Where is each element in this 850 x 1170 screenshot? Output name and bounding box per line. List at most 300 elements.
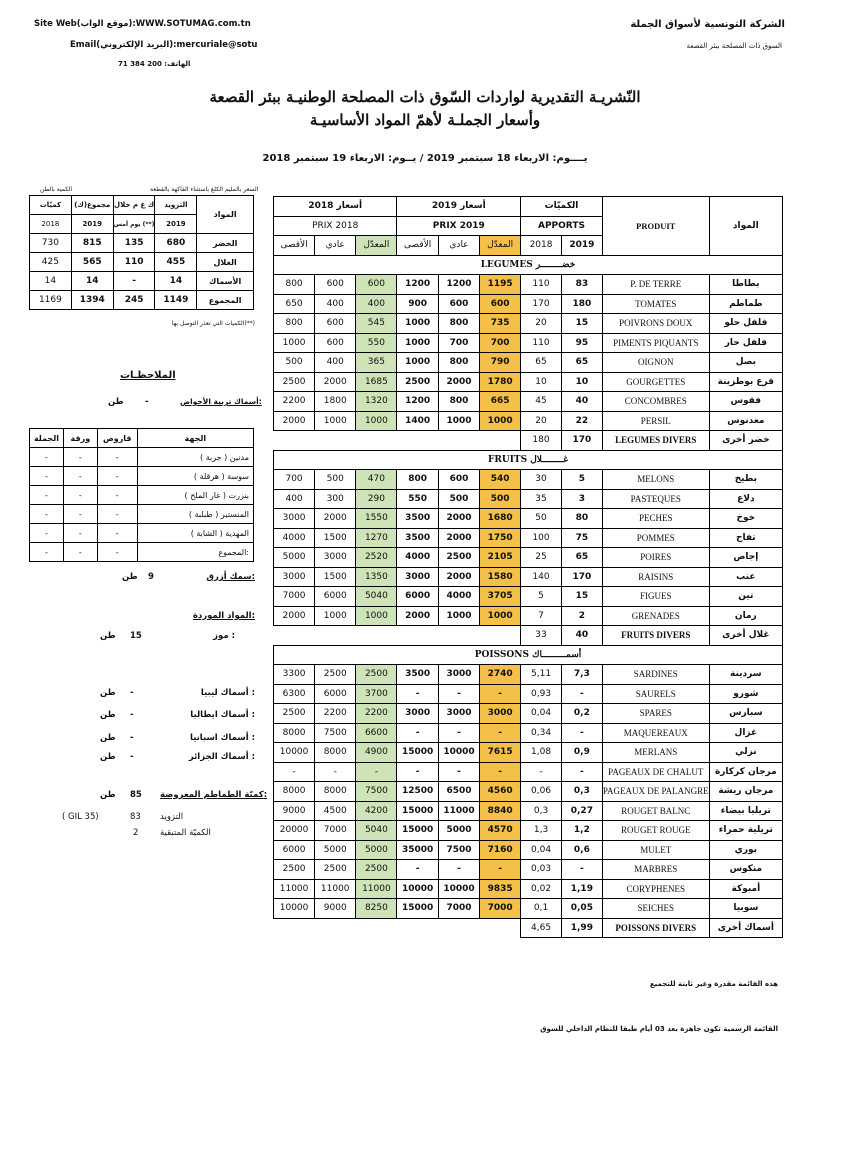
poissons-moy18: 11000 xyxy=(356,879,397,899)
summary-total: 565 xyxy=(71,253,113,272)
region-region: المنستير ( طبلبة ) xyxy=(137,505,253,524)
table-row xyxy=(274,782,783,802)
summary-table xyxy=(29,195,254,310)
product-name-ar: معدنوس xyxy=(709,411,782,431)
blue-fish-unit: طن xyxy=(122,572,138,582)
poissons-moy18: 4200 xyxy=(356,801,397,821)
poissons-max18: 10000 xyxy=(274,743,315,763)
poissons-norm18: 8000 xyxy=(315,743,356,763)
fruits-norm18: 1500 xyxy=(315,567,356,587)
email[interactable]: Email(البريد الإلكتروني):mercuriale@sotu xyxy=(70,40,258,50)
product-name-ar: بوري xyxy=(709,840,782,860)
divers-row xyxy=(274,626,783,646)
poissons-moy19: 7615 xyxy=(480,743,521,763)
table-row xyxy=(274,606,783,626)
legumes-norm19: 700 xyxy=(438,333,479,353)
product-name-fr: ROUGET ROUGE xyxy=(602,821,709,841)
poissons-max18: 6000 xyxy=(274,840,315,860)
fruits-max18: 4000 xyxy=(274,528,315,548)
tomato-label: كميّة الطماطم المعروضة: xyxy=(160,790,268,800)
poissons-moy19: - xyxy=(480,684,521,704)
legumes-norm18: 2000 xyxy=(315,372,356,392)
product-name-fr: ROUGET BALNC xyxy=(602,801,709,821)
tomato-supply-value: 83 xyxy=(130,812,141,822)
legumes-max19: 2500 xyxy=(397,372,438,392)
blue-fish-label: سمك أزرق: xyxy=(206,572,255,582)
poissons-norm19: - xyxy=(438,762,479,782)
poissons-max18: 20000 xyxy=(274,821,315,841)
product-name-ar: رمان xyxy=(709,606,782,626)
legumes-norm18: 600 xyxy=(315,275,356,295)
import-unit: طن xyxy=(100,752,116,762)
poissons-q18: 0,03 xyxy=(521,860,562,880)
org-name: الشركة التونسية لأسواق الجملة xyxy=(630,19,785,30)
table-row xyxy=(274,743,783,763)
poissons-norm18: 7000 xyxy=(315,821,356,841)
divers-name-ar: غلال أخرى xyxy=(709,626,782,646)
table-row xyxy=(274,762,783,782)
import-label: أسماك ليبيا : xyxy=(200,688,255,698)
legumes-q19: 10 xyxy=(561,372,602,392)
import-unit: طن xyxy=(100,733,116,743)
table-row xyxy=(274,548,783,568)
region-paper: - xyxy=(63,467,97,486)
section-header-fruits: FRUITS غــــــــلال xyxy=(274,450,783,470)
product-name-fr: POIRES xyxy=(602,548,709,568)
fruits-q19: 5 xyxy=(561,470,602,490)
legumes-max19: 900 xyxy=(397,294,438,314)
poissons-q19: 0,6 xyxy=(561,840,602,860)
poissons-moy18: 4900 xyxy=(356,743,397,763)
divers-q18: 180 xyxy=(521,431,562,451)
product-name-fr: CORYPHENES xyxy=(602,879,709,899)
sum-h-supply: 2019 xyxy=(155,215,197,234)
summary-item: المجموع xyxy=(197,291,254,310)
region-row xyxy=(30,467,254,486)
region-row xyxy=(30,524,254,543)
poissons-max18: 8000 xyxy=(274,782,315,802)
table-row xyxy=(274,860,783,880)
poissons-q19: 0,3 xyxy=(561,782,602,802)
poissons-q18: 0,1 xyxy=(521,899,562,919)
fruits-q18: 50 xyxy=(521,509,562,529)
product-name-fr: MAQUEREAUX xyxy=(602,723,709,743)
poissons-moy19: 8840 xyxy=(480,801,521,821)
poissons-q19: 1,19 xyxy=(561,879,602,899)
fruits-norm19: 500 xyxy=(438,489,479,509)
poissons-q19: - xyxy=(561,723,602,743)
poissons-q18: 0,04 xyxy=(521,704,562,724)
poissons-max19: 15000 xyxy=(397,801,438,821)
poissons-max19: - xyxy=(397,860,438,880)
fruits-max19: 3500 xyxy=(397,528,438,548)
product-name-fr: GRENADES xyxy=(602,606,709,626)
fruits-q19: 80 xyxy=(561,509,602,529)
table-row xyxy=(274,509,783,529)
fruits-q18: 30 xyxy=(521,470,562,490)
legumes-moy19: 1000 xyxy=(480,411,521,431)
apports-ar: الكميّات xyxy=(521,197,603,217)
product-name-ar: فلفل حلو xyxy=(709,314,782,334)
prix2018-header: PRIX 2018 xyxy=(274,216,397,236)
poissons-norm18: 2200 xyxy=(315,704,356,724)
poissons-norm18: 2500 xyxy=(315,665,356,685)
legumes-max19: 1400 xyxy=(397,411,438,431)
divers-row xyxy=(274,431,783,451)
product-name-ar: بصل xyxy=(709,353,782,373)
date-line: يــــوم: الاربعاء 18 سبتمبر 2019 / يــوم: الاربعاء 19 سبتمبر 2018 xyxy=(262,153,588,164)
product-name-fr: GOURGETTES xyxy=(602,372,709,392)
region-wholesale: - xyxy=(30,467,64,486)
poissons-q18: 0,93 xyxy=(521,684,562,704)
table-row xyxy=(274,801,783,821)
poissons-norm19: 10000 xyxy=(438,879,479,899)
legumes-moy18: 1320 xyxy=(356,392,397,412)
fruits-max18: 3000 xyxy=(274,509,315,529)
sum-h-supply-ar: التزويد xyxy=(155,196,197,215)
legumes-max19: 1000 xyxy=(397,314,438,334)
poissons-norm18: 8000 xyxy=(315,782,356,802)
produit-header-ar: المواد xyxy=(709,197,782,256)
product-name-fr: RAISINS xyxy=(602,567,709,587)
legumes-max19: 1000 xyxy=(397,353,438,373)
region-boat: - xyxy=(97,543,137,562)
section-header-legumes: LEGUMES خضــــــــر xyxy=(274,255,783,275)
fruits-moy19: 1580 xyxy=(480,567,521,587)
fruits-moy19: 1750 xyxy=(480,528,521,548)
col-max-2019: الأقصى xyxy=(397,236,438,256)
poissons-max18: 11000 xyxy=(274,879,315,899)
poissons-moy18: 2200 xyxy=(356,704,397,724)
table-row xyxy=(274,684,783,704)
summary-caption-right: السعر بالمليم الكلغ باستثناء الفاكهة بالقطعة xyxy=(150,186,259,193)
legumes-norm18: 400 xyxy=(315,294,356,314)
tomato-supply-label: التزويد xyxy=(160,812,184,822)
legumes-norm19: 1000 xyxy=(438,411,479,431)
summary-total: 815 xyxy=(71,234,113,253)
poissons-max19: - xyxy=(397,684,438,704)
poissons-q18: 0,34 xyxy=(521,723,562,743)
region-boat: - xyxy=(97,505,137,524)
poissons-q19: 0,05 xyxy=(561,899,602,919)
poissons-q18: 0,04 xyxy=(521,840,562,860)
region-boat: - xyxy=(97,524,137,543)
legumes-q19: 22 xyxy=(561,411,602,431)
product-name-ar: مرجان كركارة xyxy=(709,762,782,782)
section-header-poissons: POISSONS أسمـــــــــاك xyxy=(274,645,783,665)
tomato-unit: طن xyxy=(100,790,116,800)
poissons-q19: 0,9 xyxy=(561,743,602,763)
fruits-q19: 170 xyxy=(561,567,602,587)
product-name-fr: POIVRONS DOUX xyxy=(602,314,709,334)
divers-name-fr: POISSONS DIVERS xyxy=(602,918,709,938)
region-region: سوسة ( هرقلة ) xyxy=(137,467,253,486)
legumes-moy18: 550 xyxy=(356,333,397,353)
divers-q19: 170 xyxy=(561,431,602,451)
poissons-q19: - xyxy=(561,684,602,704)
fruits-max19: 800 xyxy=(397,470,438,490)
site-web[interactable]: Site Web(موقع الواب):WWW.SOTUMAG.com.tn xyxy=(34,19,251,29)
poissons-moy19: - xyxy=(480,762,521,782)
col-moy-2019: المعدّل xyxy=(480,236,521,256)
legumes-norm18: 1800 xyxy=(315,392,356,412)
legumes-moy19: 735 xyxy=(480,314,521,334)
poissons-moy18: 7500 xyxy=(356,782,397,802)
poissons-moy19: 3000 xyxy=(480,704,521,724)
legumes-q19: 15 xyxy=(561,314,602,334)
banana-unit: طن xyxy=(100,631,116,641)
legumes-norm18: 600 xyxy=(315,333,356,353)
summary-row xyxy=(30,253,254,272)
poissons-q18: - xyxy=(521,762,562,782)
summary-supply: 680 xyxy=(155,234,197,253)
region-region: المجموع: xyxy=(137,543,253,562)
divers-q19: 40 xyxy=(561,626,602,646)
poissons-max19: 15000 xyxy=(397,821,438,841)
poissons-moy18: 6600 xyxy=(356,723,397,743)
tomato-gil: ( GIL 35) xyxy=(62,812,99,822)
legumes-q19: 95 xyxy=(561,333,602,353)
import-unit: طن xyxy=(100,688,116,698)
tomato-rest-value: 2 xyxy=(133,828,139,838)
summary-q2018: 730 xyxy=(30,234,72,253)
region-wholesale: - xyxy=(30,543,64,562)
fruits-q19: 65 xyxy=(561,548,602,568)
fruits-moy18: 470 xyxy=(356,470,397,490)
remarks-title: الملاحظـات xyxy=(120,370,176,381)
poissons-moy19: 9835 xyxy=(480,879,521,899)
product-name-ar: طماطم xyxy=(709,294,782,314)
product-name-fr: SPARES xyxy=(602,704,709,724)
poissons-q18: 0,02 xyxy=(521,879,562,899)
fruits-max18: 5000 xyxy=(274,548,315,568)
poissons-norm19: 11000 xyxy=(438,801,479,821)
fruits-norm18: 6000 xyxy=(315,587,356,607)
aquaculture-label: أسماك تربية الأحواض: xyxy=(180,397,262,406)
product-name-ar: أمبوكة xyxy=(709,879,782,899)
tomato-rest-label: الكميّة المتبقية xyxy=(160,828,211,838)
poissons-max19: 15000 xyxy=(397,899,438,919)
fruits-q18: 7 xyxy=(521,606,562,626)
legumes-moy19: 790 xyxy=(480,353,521,373)
legumes-norm19: 800 xyxy=(438,353,479,373)
banana-label: موز : xyxy=(213,631,235,641)
col-normal-2019: عادي xyxy=(438,236,479,256)
summary-row xyxy=(30,291,254,310)
poissons-norm19: - xyxy=(438,860,479,880)
table-row xyxy=(274,528,783,548)
legumes-moy19: 600 xyxy=(480,294,521,314)
product-name-ar: تفاح xyxy=(709,528,782,548)
summary-q2018: 1169 xyxy=(30,291,72,310)
fruits-norm18: 1500 xyxy=(315,528,356,548)
product-name-ar: تين xyxy=(709,587,782,607)
divers-name-ar: أسماك أخرى xyxy=(709,918,782,938)
poissons-norm19: - xyxy=(438,723,479,743)
table-row xyxy=(274,411,783,431)
product-name-fr: MERLANS xyxy=(602,743,709,763)
poissons-moy19: 7160 xyxy=(480,840,521,860)
poissons-norm18: 4500 xyxy=(315,801,356,821)
region-row xyxy=(30,448,254,467)
fruits-q18: 140 xyxy=(521,567,562,587)
legumes-max19: 1200 xyxy=(397,275,438,295)
summary-item: الغلال xyxy=(197,253,254,272)
divers-name-ar: خضر أخرى xyxy=(709,431,782,451)
summary-note: الكميات التي تعذر التوصل بها(**) xyxy=(171,320,255,327)
fruits-q19: 2 xyxy=(561,606,602,626)
col-moy-2018: المعدّل xyxy=(356,236,397,256)
poissons-q18: 0,06 xyxy=(521,782,562,802)
fruits-norm19: 2000 xyxy=(438,528,479,548)
fruits-q19: 15 xyxy=(561,587,602,607)
product-name-ar: قرع بوطزينة xyxy=(709,372,782,392)
region-paper: - xyxy=(63,486,97,505)
legumes-q19: 40 xyxy=(561,392,602,412)
poissons-norm18: 9000 xyxy=(315,899,356,919)
poissons-q19: 0,2 xyxy=(561,704,602,724)
prix2019-header: PRIX 2019 xyxy=(397,216,521,236)
poissons-q18: 5,11 xyxy=(521,665,562,685)
product-name-ar: بطاطا xyxy=(709,275,782,295)
divers-q18: 33 xyxy=(521,626,562,646)
prix2018-ar: أسعار 2018 xyxy=(274,197,397,217)
poissons-q19: 0,27 xyxy=(561,801,602,821)
poissons-max19: 3500 xyxy=(397,665,438,685)
fruits-norm18: 300 xyxy=(315,489,356,509)
fruits-q19: 75 xyxy=(561,528,602,548)
sum-h-q2018: 2018 xyxy=(30,215,72,234)
legumes-norm19: 2000 xyxy=(438,372,479,392)
fruits-moy19: 540 xyxy=(480,470,521,490)
fruits-max18: 400 xyxy=(274,489,315,509)
fruits-moy19: 1680 xyxy=(480,509,521,529)
table-row xyxy=(274,704,783,724)
poissons-max18: 8000 xyxy=(274,723,315,743)
import-label: أسماك اسبانيا : xyxy=(189,733,255,743)
region-region: بنزرت ( غار الملح ) xyxy=(137,486,253,505)
fruits-max18: 2000 xyxy=(274,606,315,626)
table-row xyxy=(274,333,783,353)
region-paper: - xyxy=(63,524,97,543)
sum-h-hh: يوم أمس (**) xyxy=(113,215,155,234)
fruits-q18: 25 xyxy=(521,548,562,568)
summary-item: الأسماك xyxy=(197,272,254,291)
legumes-max18: 2000 xyxy=(274,411,315,431)
reg-h-wholesale: الجملة xyxy=(30,429,64,448)
fruits-moy18: 1550 xyxy=(356,509,397,529)
legumes-q18: 170 xyxy=(521,294,562,314)
poissons-moy19: 4560 xyxy=(480,782,521,802)
title-line-1: النّشريـة التقديرية لواردات السّوق ذات المصلحة الوطنيـة ببئر القصعة xyxy=(209,88,641,106)
product-name-ar: سبارس xyxy=(709,704,782,724)
table-row xyxy=(274,470,783,490)
region-wholesale: - xyxy=(30,505,64,524)
prices-table xyxy=(273,196,783,938)
region-wholesale: - xyxy=(30,486,64,505)
table-row xyxy=(274,567,783,587)
product-name-ar: فلفل حار xyxy=(709,333,782,353)
table-row xyxy=(274,899,783,919)
legumes-moy19: 665 xyxy=(480,392,521,412)
legumes-q19: 83 xyxy=(561,275,602,295)
product-name-fr: PAGEAUX DE CHALUT xyxy=(602,762,709,782)
poissons-norm19: 7500 xyxy=(438,840,479,860)
legumes-moy19: 1780 xyxy=(480,372,521,392)
import-label: أسماك ايطاليا : xyxy=(190,710,255,720)
product-name-ar: شورو xyxy=(709,684,782,704)
fruits-moy19: 1000 xyxy=(480,606,521,626)
legumes-norm18: 400 xyxy=(315,353,356,373)
reg-h-paper: ورقة xyxy=(63,429,97,448)
product-name-fr: PASTEQUES xyxy=(602,489,709,509)
aquaculture-value: - xyxy=(145,397,149,407)
poissons-q18: 0,3 xyxy=(521,801,562,821)
product-name-fr: SARDINES xyxy=(602,665,709,685)
fruits-max19: 3500 xyxy=(397,509,438,529)
product-name-ar: سوبيا xyxy=(709,899,782,919)
legumes-max18: 800 xyxy=(274,314,315,334)
fruits-max18: 3000 xyxy=(274,567,315,587)
poissons-norm18: 7500 xyxy=(315,723,356,743)
imported-title: المواد الموردة: xyxy=(192,611,255,621)
poissons-norm18: 5000 xyxy=(315,840,356,860)
tomato-value: 85 xyxy=(130,790,142,800)
poissons-norm19: 3000 xyxy=(438,704,479,724)
legumes-max18: 1000 xyxy=(274,333,315,353)
blue-fish-value: 9 xyxy=(148,572,154,582)
legumes-norm19: 600 xyxy=(438,294,479,314)
fruits-norm18: 3000 xyxy=(315,548,356,568)
fruits-moy18: 290 xyxy=(356,489,397,509)
poissons-q19: 1,2 xyxy=(561,821,602,841)
reg-h-boat: قاروص xyxy=(97,429,137,448)
summary-supply: 1149 xyxy=(155,291,197,310)
product-name-fr: PAGEAUX DE PALANGRE xyxy=(602,782,709,802)
fruits-norm18: 2000 xyxy=(315,509,356,529)
poissons-moy19: 2740 xyxy=(480,665,521,685)
fruits-norm19: 1000 xyxy=(438,606,479,626)
summary-supply: 455 xyxy=(155,253,197,272)
summary-total: 1394 xyxy=(71,291,113,310)
poissons-max18: 2500 xyxy=(274,860,315,880)
region-boat: - xyxy=(97,448,137,467)
summary-total: 14 xyxy=(71,272,113,291)
legumes-q18: 110 xyxy=(521,275,562,295)
legumes-norm18: 600 xyxy=(315,314,356,334)
region-paper: - xyxy=(63,505,97,524)
col-q-2019: 2019 xyxy=(561,236,602,256)
phone: الهاتف: 200 384 71 xyxy=(118,60,191,68)
legumes-moy19: 1195 xyxy=(480,275,521,295)
table-row xyxy=(274,372,783,392)
fruits-q18: 5 xyxy=(521,587,562,607)
table-row xyxy=(274,294,783,314)
summary-row xyxy=(30,272,254,291)
produit-header: PRODUIT xyxy=(602,197,709,256)
legumes-q18: 110 xyxy=(521,333,562,353)
region-wholesale: - xyxy=(30,448,64,467)
fruits-moy18: 5040 xyxy=(356,587,397,607)
region-row xyxy=(30,543,254,562)
poissons-max19: - xyxy=(397,762,438,782)
legumes-moy18: 1685 xyxy=(356,372,397,392)
summary-hh: - xyxy=(113,272,155,291)
product-name-ar: فقوس xyxy=(709,392,782,412)
legumes-norm19: 800 xyxy=(438,314,479,334)
product-name-ar: تريلية حمراء xyxy=(709,821,782,841)
poissons-moy19: 7000 xyxy=(480,899,521,919)
